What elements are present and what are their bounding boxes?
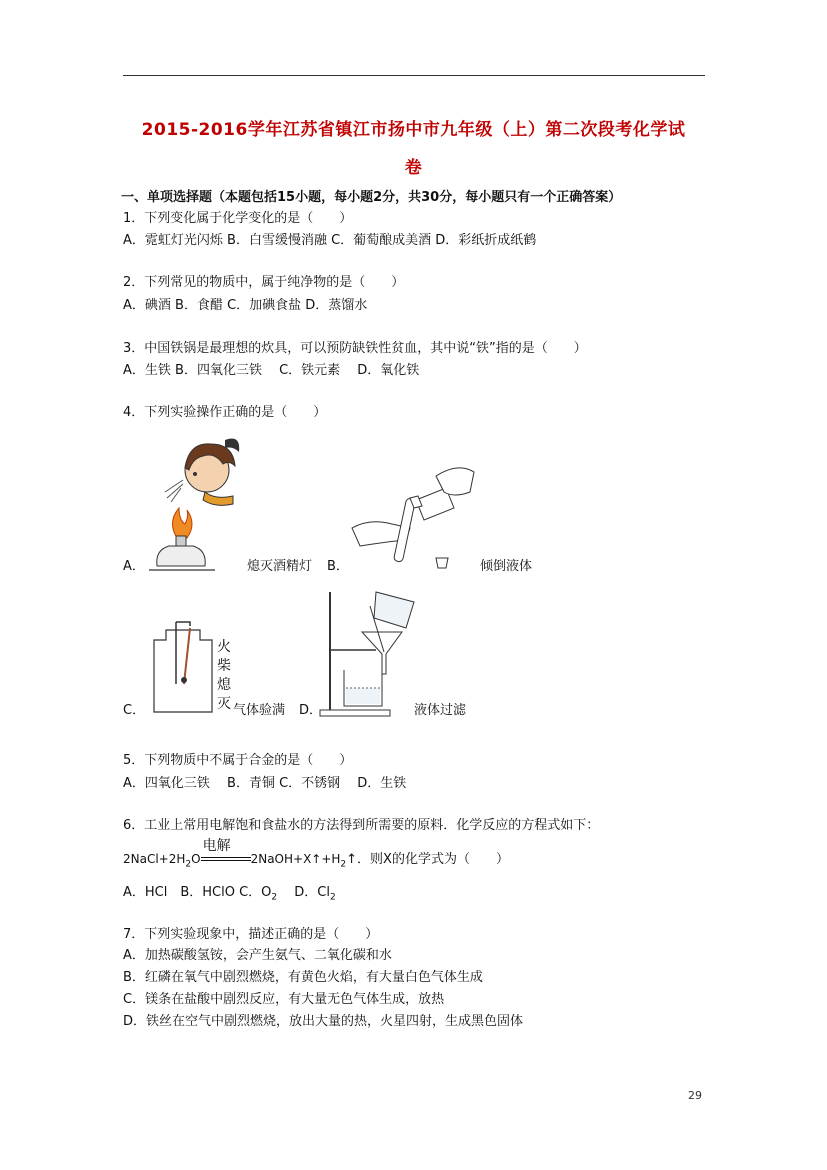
q3-options: A．生铁 B．四氧化三铁 C．铁元素 D．氧化铁 — [123, 363, 420, 378]
eq-right: 2NaOH+X↑+H — [250, 852, 341, 866]
q6-opt-abc: A．HCl B．HClO C．O — [123, 885, 272, 900]
eq-left-sub: 2 — [185, 859, 192, 870]
q6-opt-d: D．Cl — [277, 885, 330, 900]
eq-condition: 电解 — [202, 837, 231, 854]
q7-option-b: B．红磷在氧气中剧烈燃烧，有黄色火焰，有大量白色气体生成 — [123, 970, 483, 985]
eq-right-sub: 2 — [340, 859, 347, 870]
q2-options: A．碘酒 B．食醋 C．加碘食盐 D．蒸馏水 — [123, 298, 368, 313]
q6-options — [123, 884, 336, 907]
pouring-liquid-illustration — [350, 458, 480, 578]
document-title-line1: 2015-2016学年江苏省镇江市扬中市九年级（上）第二次段考化学试 — [141, 120, 686, 140]
q4-option-a-letter: A． — [123, 559, 145, 574]
q4-option-b-letter: B． — [327, 559, 349, 574]
q4-stem: 4．下列实验操作正确的是（ ） — [123, 405, 327, 420]
q4-option-b-caption: 倾倒液体 — [480, 559, 533, 574]
q7-option-a: A．加热碳酸氢铵，会产生氨气、二氧化碳和水 — [123, 948, 392, 963]
section-heading: 一、单项选择题（本题包括15小题，每小题2分，共30分，每小题只有一个正确答案） — [121, 190, 622, 205]
q6-opt-sub1: 2 — [271, 892, 278, 903]
match-label-char-3: 熄 — [217, 677, 231, 693]
q4-option-c-letter: C． — [123, 703, 146, 718]
match-label-char-1: 火 — [217, 639, 231, 655]
q2-stem: 2．下列常见的物质中，属于纯净物的是（ ） — [123, 275, 405, 290]
q4-option-d-caption: 液体过滤 — [414, 703, 467, 718]
filtration-illustration — [318, 588, 428, 718]
q6-opt-sub2: 2 — [330, 892, 336, 903]
match-label-char-2: 柴 — [217, 658, 231, 674]
q4-option-a-caption: 熄灭酒精灯 — [247, 559, 313, 574]
q6-equation — [123, 837, 509, 873]
q5-options: A．四氧化三铁 B．青铜 C．不锈钢 D．生铁 — [123, 776, 407, 791]
q1-stem: 1．下列变化属于化学变化的是（ ） — [123, 211, 353, 226]
q7-option-d: D．铁丝在空气中剧烈燃烧，放出大量的热，火星四射，生成黑色固体 — [123, 1014, 524, 1029]
eq-left: 2NaCl+2H — [123, 852, 186, 866]
document-title-line2: 卷 — [404, 158, 423, 178]
q7-option-c: C．镁条在盐酸中剧烈反应，有大量无色气体生成，放热 — [123, 992, 445, 1007]
match-label-char-4: 灭 — [217, 696, 231, 712]
q5-stem: 5．下列物质中不属于合金的是（ ） — [123, 753, 353, 768]
match-label — [217, 638, 233, 714]
q6-stem: 6．工业上常用电解饱和食盐水的方法得到所需要的原料．化学反应的方程式如下： — [123, 818, 600, 833]
eq-right-end: ↑．则X的化学式为（ ） — [346, 852, 509, 867]
header-rule — [123, 75, 705, 76]
page-number: 29 — [688, 1089, 702, 1102]
q7-stem: 7．下列实验现象中，描述正确的是（ ） — [123, 927, 379, 942]
q4-option-c-caption: 气体验满 — [233, 703, 286, 718]
q4-option-d-letter: D． — [299, 703, 323, 718]
eq-arrow — [201, 837, 251, 865]
q1-options: A．霓虹灯光闪烁 B．白雪缓慢消融 C．葡萄酿成美酒 D．彩纸折成纸鹤 — [123, 233, 537, 248]
eq-left-end: O — [191, 852, 201, 866]
alcohol-lamp-blowing-illustration — [145, 430, 245, 575]
q3-stem: 3．中国铁锅是最理想的炊具，可以预防缺铁性贫血，其中说“铁”指的是（ ） — [123, 341, 587, 356]
